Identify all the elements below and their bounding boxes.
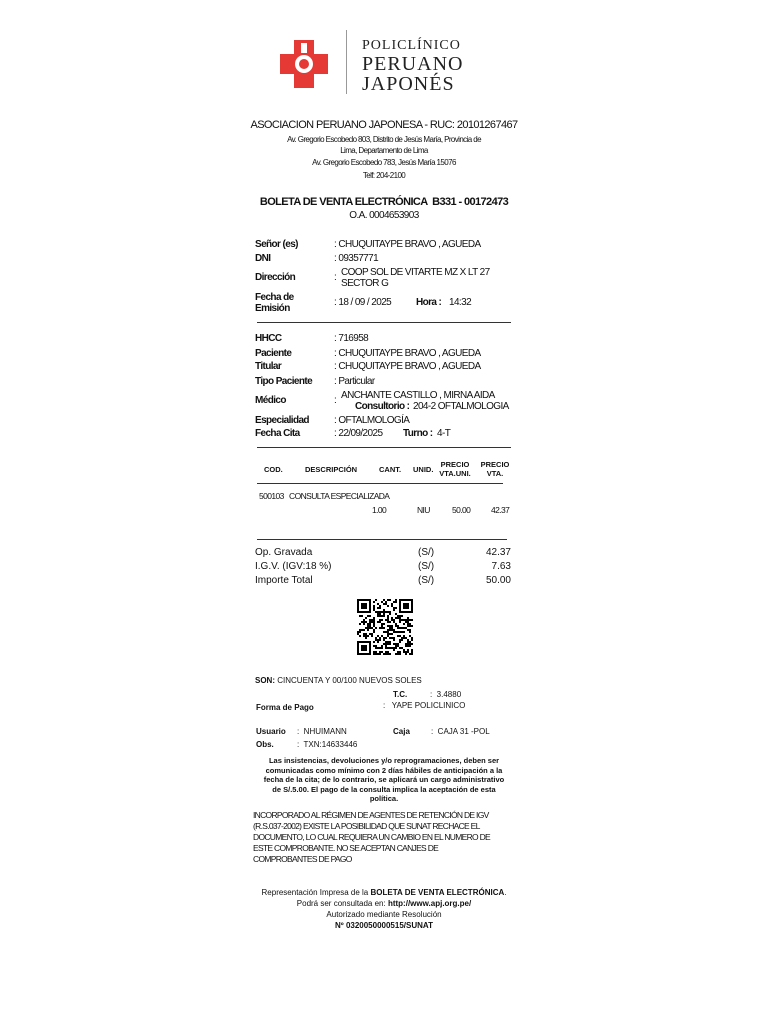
notice-line5: política. [369,794,399,803]
fecha-value: : 18 / 09 / 2025 [334,297,392,308]
notice-line1: Las insistencias, devoluciones y/o reprogramaciones, deben ser [268,756,500,765]
brand-line3: JAPONÉS [362,73,455,95]
consultorio-label: Consultorio : [355,401,410,412]
gravada-value: 42.37 [485,547,511,558]
obs-value: : TXN:14633446 [297,740,358,749]
total-label: Importe Total [255,575,313,586]
medico-label: Médico [255,395,286,406]
medico-colon: : [334,395,337,406]
fecha-cita-label: Fecha Cita [255,428,300,439]
total-currency: (S/) [418,575,435,586]
igv-currency: (S/) [418,561,435,572]
tc-value: : 3.4880 [430,690,462,699]
caja-label: Caja [393,727,410,736]
hora-label: Hora : [416,297,442,308]
company-address2: Lima, Departamento de Lima [340,146,428,155]
company-phone: Telf: 204-2100 [362,171,406,180]
senor-label: Señor (es) [255,239,298,250]
dni-label: DNI [255,253,271,264]
table-row-precio-vta: 42.37 [491,505,510,515]
forma-pago-value: : YAPE POLICLINICO [383,701,466,710]
company-name-ruc: ASOCIACION PERUANO JAPONESA - RUC: 20101267467 [250,119,518,131]
paciente-value: : CHUQUITAYPE BRAVO , AGUEDA [334,348,481,359]
footer-consult-url[interactable]: http://www.apj.org.pe/ [387,899,472,908]
notice-line4: de S/.5.00. El pago de la consulta implica la aceptación de esta [272,784,496,794]
brand-name [362,38,463,94]
th-desc: DESCRIPCIÓN [305,465,358,474]
direccion-value2: SECTOR G [341,278,389,289]
usuario-value: : NHUIMANN [297,727,347,736]
tipo-paciente-label: Tipo Paciente [255,376,313,387]
table-row-cant: 1.00 [372,505,387,515]
table-row-code-desc: 500103 CONSULTA ESPECIALIZADA [259,491,390,501]
fecha-label1: Fecha de [255,292,294,303]
caja-value: : CAJA 31 -POL [431,727,490,736]
th-precio-vta-line2: VTA. [486,469,504,478]
th-precio-uni-line2: VTA.UNI. [439,469,471,478]
igv-label: I.G.V. (IGV:18 %) [255,561,332,572]
th-precio-vta-line1: PRECIO [480,460,510,469]
qr-code-icon [357,599,413,655]
divider-customer [257,322,511,323]
footer-rep-pre: Representación Impresa de la [261,888,371,897]
direccion-label: Dirección [255,272,296,283]
consultorio-value: 204-2 OFTALMOLOGIA [413,401,509,412]
footer [214,887,554,931]
son-line [255,676,422,685]
medico-value: ANCHANTE CASTILLO , MIRNA AIDA [341,390,495,401]
retention-line2: (R.S.037-2002) EXISTE LA POSIBILIDAD QUE SUNAT RECHACE EL [253,821,480,831]
notice-line3: fecha de la cita; de lo contrario, se aplicará un cargo administrativo [263,775,505,784]
forma-pago-label: Forma de Pago [256,703,314,712]
red-cross-icon [278,38,330,90]
company-address3: Av. Gregorio Escobedo 783, Jesús María 15076 [312,158,456,167]
turno-value: 4-T [437,428,451,439]
turno-label: Turno : [403,428,433,439]
direccion-colon: : [334,272,337,283]
footer-consult [214,898,554,909]
fecha-label2: Emisión [255,303,290,314]
table-row-unid: NIU [417,505,430,515]
gravada-label: Op. Gravada [255,547,313,558]
brand-line2: PERUANO [362,53,464,75]
th-unid: UNID. [413,465,434,474]
brand-logo [278,38,330,90]
company-address1: Av. Gregorio Escobedo 803, Distrito de Jesús María, Provincia de [287,135,481,144]
hhcc-label: HHCC [255,333,282,344]
footer-representation [214,887,554,898]
son-label: SON: [255,676,275,685]
retention-line5: COMPROBANTES DE PAGO [253,854,352,864]
divider-table-header [257,483,503,484]
th-cant: CANT. [379,465,402,474]
fecha-cita-value: : 22/09/2025 [334,428,383,439]
hora-value: 14:32 [449,297,472,308]
direccion-value1: COOP SOL DE VITARTE MZ X LT 27 [341,267,490,278]
titular-value: : CHUQUITAYPE BRAVO , AGUEDA [334,361,481,372]
titular-label: Titular [255,361,282,372]
igv-value: 7.63 [491,561,511,572]
tc-label: T.C. [393,690,408,699]
retention-notice [253,810,523,865]
especialidad-label: Especialidad [255,415,309,426]
usuario-label: Usuario [256,727,286,736]
divider-table [257,539,507,540]
paciente-label: Paciente [255,348,292,359]
dni-value: : 09357771 [334,253,379,264]
retention-line3: DOCUMENTO, LO CUAL REQUIERA UN CAMBIO EN EL NUMERO DE [253,832,490,842]
th-precio-vta [478,460,512,478]
th-cod: COD. [264,465,283,474]
especialidad-value: : OFTALMOLOGÍA [334,415,410,426]
total-value: 50.00 [485,575,511,586]
footer-consult-pre: Podrá ser consultada en: [296,899,388,908]
obs-label: Obs. [256,740,274,749]
footer-rep-post: . [504,888,507,897]
hhcc-value: : 716958 [334,333,369,344]
brand-line1: POLICLÍNICO [362,38,461,53]
doc-oa: O.A. 0004653903 [349,210,419,221]
retention-line4: ESTE COMPROBANTE. NO SE ACEPTAN CANJES DE [253,843,439,853]
th-precio-uni [437,460,473,478]
table-row-precio-uni: 50.00 [452,505,471,515]
son-value: CINCUENTA Y 00/100 NUEVOS SOLES [277,676,422,685]
doc-title: BOLETA DE VENTA ELECTRÓNICA B331 - 00172473 [259,196,509,208]
footer-rep-bold: BOLETA DE VENTA ELECTRÓNICA [370,888,505,897]
retention-line1: INCORPORADO AL RÉGIMEN DE AGENTES DE RETENCIÓN DE IGV [253,810,489,820]
tipo-paciente-value: : Particular [334,376,375,387]
senor-value: : CHUQUITAYPE BRAVO , AGUEDA [334,239,481,250]
gravada-currency: (S/) [418,547,435,558]
notice [252,756,516,804]
notice-line2: comunicadas como mínimo con 2 días hábiles de anticipación a la [265,765,503,775]
footer-autorizado: Autorizado mediante Resolución [326,910,442,919]
th-precio-uni-line1: PRECIO [440,460,470,469]
divider-patient [257,447,511,448]
logo-divider [346,30,347,94]
footer-resolucion: Nº 0320050000515/SUNAT [335,921,433,930]
qr-code [357,599,413,655]
